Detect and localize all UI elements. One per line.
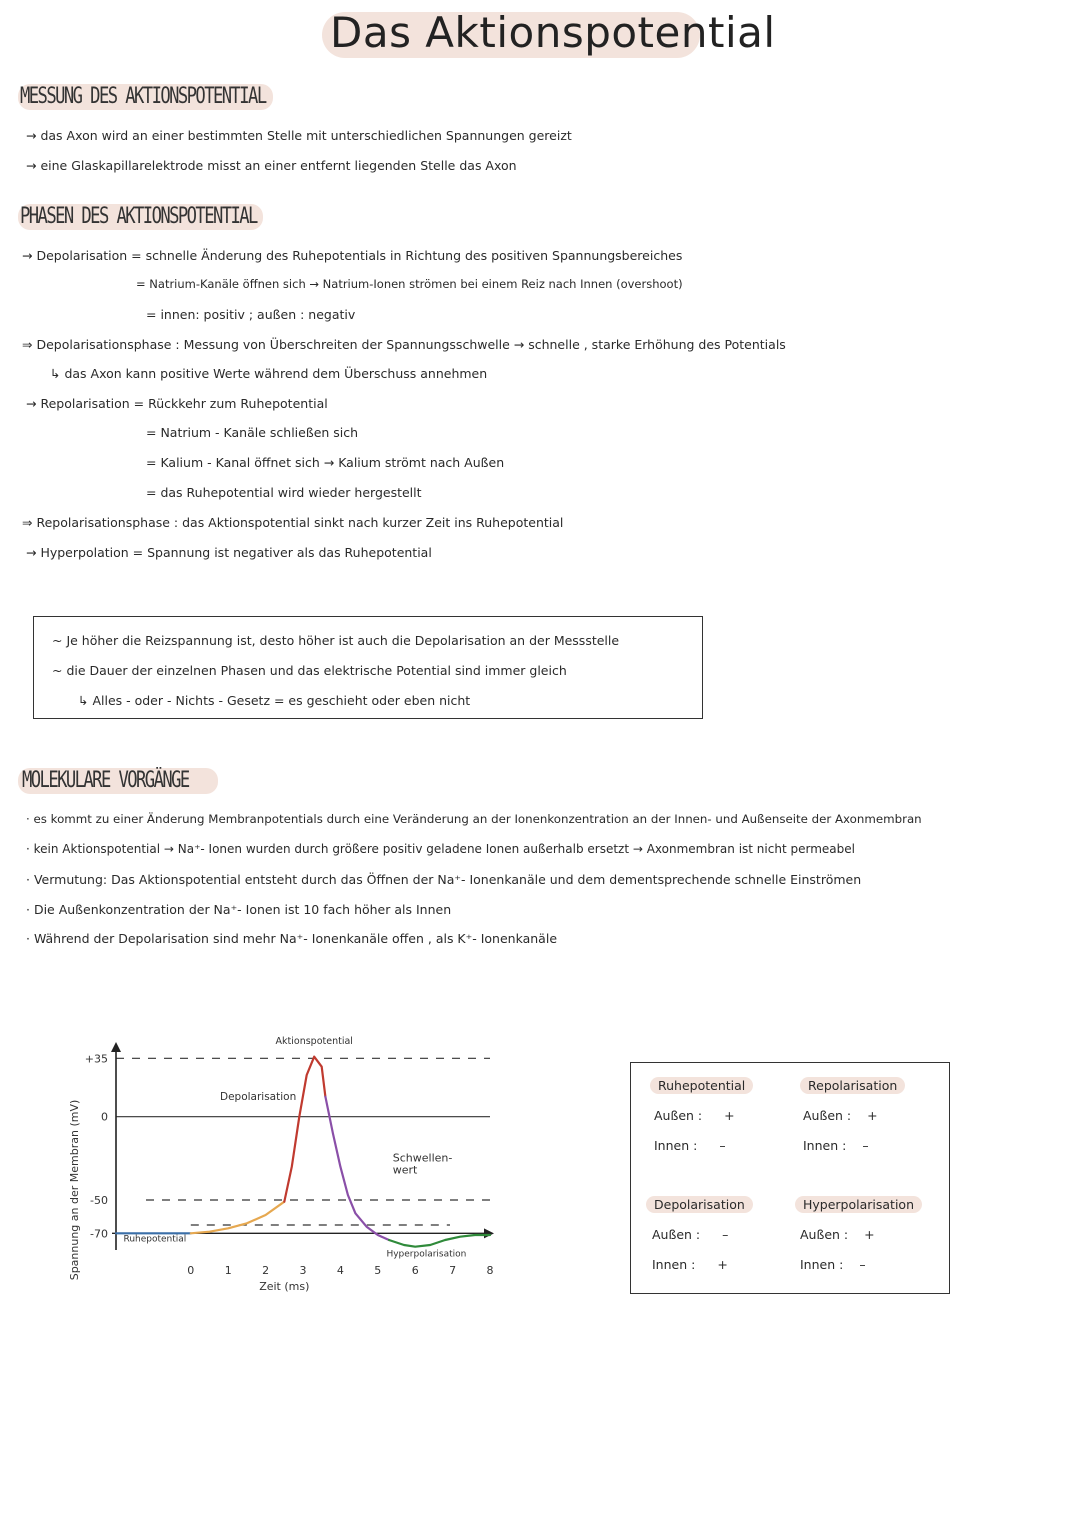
chart-grid	[116, 1058, 490, 1225]
page-title: Das Aktionspotential	[330, 8, 776, 57]
y-tick-label: 0	[101, 1110, 108, 1124]
molekular-line-1: · es kommt zu einer Änderung Membranpotentials durch eine Veränderung an der Ionenkonzentration an der Innen- und Außenseite der Axonmembran	[26, 812, 922, 826]
x-tick-label: 3	[299, 1264, 307, 1277]
table-row-label: Innen :	[652, 1257, 696, 1272]
chart-axes	[111, 1042, 494, 1250]
phasen-line-10: ⇒ Repolarisationsphase : das Aktionspotential sinkt nach kurzer Zeit ins Ruhepotential	[22, 515, 564, 530]
table-cell-1-row-1	[654, 1108, 735, 1123]
table-cell-title: Depolarisation	[646, 1196, 753, 1213]
table-cell-4-row-1	[800, 1227, 875, 1242]
box-line-1: ~ Je höher die Reizspannung ist, desto höher ist auch die Depolarisation an der Messstelle	[52, 633, 620, 648]
box-line-2: ~ die Dauer der einzelnen Phasen und das elektrische Potential sind immer gleich	[52, 663, 567, 678]
table-cell-title: Ruhepotential	[650, 1077, 753, 1094]
table-row-value: –	[719, 1138, 726, 1153]
table-cell-1-row-2	[654, 1138, 726, 1153]
x-tick-label: 1	[224, 1264, 232, 1277]
chart-annotation: Aktionspotential	[275, 1036, 353, 1047]
phasen-line-4: ⇒ Depolarisationsphase : Messung von Überschreiten der Spannungsschwelle → schnelle , starke Erhöhung des Potentials	[22, 337, 786, 352]
y-tick-label: -50	[90, 1194, 108, 1207]
table-row-label: Innen :	[800, 1257, 844, 1272]
x-tick-label: 0	[187, 1264, 195, 1277]
series-line-4	[325, 1097, 389, 1240]
table-cell-3-row-1	[652, 1227, 728, 1242]
table-cell-2-row-2	[803, 1138, 869, 1153]
phasen-line-3: = innen: positiv ; außen : negativ	[146, 307, 356, 322]
molekular-line-4: · Die Außenkonzentration der Na⁺- Ionen ist 10 fach höher als Innen	[26, 902, 452, 917]
chart-labels	[68, 1036, 494, 1293]
heading-phasen: PHASEN DES AKTIONSPOTENTIAL	[20, 204, 257, 229]
x-tick-label: 5	[374, 1264, 382, 1277]
chart-annotation: Schwellen-	[392, 1151, 453, 1165]
table-cell-title: Repolarisation	[800, 1077, 905, 1094]
phasen-line-7: = Natrium - Kanäle schließen sich	[146, 425, 359, 440]
table-row-label: Außen :	[652, 1227, 701, 1242]
table-cell-4-row-2	[800, 1257, 866, 1272]
series-line-2	[191, 1202, 284, 1234]
table-cell-2-row-1	[803, 1108, 878, 1123]
heading-messung: MESSUNG DES AKTIONSPOTENTIAL	[20, 84, 266, 109]
series-line-3	[284, 1057, 325, 1202]
table-row-label: Innen :	[803, 1138, 847, 1153]
table-row-value: +	[717, 1257, 728, 1272]
table-cell-2	[800, 1078, 905, 1093]
phasen-line-6: → Repolarisation = Rückkehr zum Ruhepotential	[26, 396, 328, 411]
chart-annotation: wert	[392, 1163, 418, 1177]
table-row-value: +	[864, 1227, 875, 1242]
table-row-label: Außen :	[800, 1227, 849, 1242]
x-axis-label: Zeit (ms)	[259, 1280, 310, 1293]
molekular-line-5: · Während der Depolarisation sind mehr Na⁺- Ionenkanäle offen , als K⁺- Ionenkanäle	[26, 931, 558, 946]
phasen-line-8: = Kalium - Kanal öffnet sich → Kalium strömt nach Außen	[146, 455, 505, 470]
phasen-line-5: ↳ das Axon kann positive Werte während dem Überschuss annehmen	[50, 366, 488, 381]
table-row-label: Außen :	[803, 1108, 852, 1123]
molekular-line-3: · Vermutung: Das Aktionspotential entsteht durch das Öffnen der Na⁺- Ionenkanäle und dem dementsprechende schnelle Einströmen	[26, 872, 862, 887]
action-potential-chart	[60, 1030, 520, 1310]
phasen-line-11: → Hyperpolation = Spannung ist negativer als das Ruhepotential	[26, 545, 432, 560]
table-cell-4	[795, 1197, 922, 1212]
molekular-line-2: · kein Aktionspotential → Na⁺- Ionen wurden durch größere positiv geladene Ionen außerhalb ersetzt → Axonmembran ist nicht permeabel	[26, 842, 855, 856]
table-row-value: +	[724, 1108, 735, 1123]
phasen-line-1: → Depolarisation = schnelle Änderung des Ruhepotentials in Richtung des positiven Spannungsbereiches	[22, 248, 683, 263]
x-tick-label: 8	[486, 1264, 494, 1277]
chart-annotation: Depolarisation	[219, 1091, 297, 1103]
y-axis-arrow	[111, 1042, 121, 1052]
chart-annotation: Ruhepotential	[123, 1234, 187, 1245]
table-row-value: –	[859, 1257, 866, 1272]
table-cell-3-row-2	[652, 1257, 728, 1272]
x-tick-label: 4	[336, 1264, 344, 1277]
table-cell-1	[650, 1078, 753, 1093]
table-cell-3	[646, 1197, 753, 1212]
x-axis-arrow	[484, 1228, 494, 1238]
chart-annotation: Hyperpolarisation	[386, 1249, 467, 1260]
box-line-3: ↳ Alles - oder - Nichts - Gesetz = es geschieht oder eben nicht	[78, 693, 471, 708]
x-tick-label: 6	[411, 1264, 419, 1277]
table-row-value: –	[862, 1138, 869, 1153]
phasen-line-2: = Natrium-Kanäle öffnen sich → Natrium-Ionen strömen bei einem Reiz nach Innen (overshoot)	[136, 277, 683, 291]
y-axis-label: Spannung an der Membran (mV)	[68, 1099, 81, 1281]
phasen-line-9: = das Ruhepotential wird wieder hergestellt	[146, 485, 422, 500]
table-row-label: Außen :	[654, 1108, 703, 1123]
table-row-label: Innen :	[654, 1138, 698, 1153]
series-line-5	[389, 1235, 490, 1247]
y-tick-label: -70	[90, 1227, 108, 1241]
table-row-value: –	[722, 1227, 729, 1242]
table-row-value: +	[867, 1108, 878, 1123]
heading-molekular: MOLEKULARE VORGÄNGE	[22, 768, 189, 793]
x-tick-label: 2	[262, 1264, 270, 1277]
messung-line-2: → eine Glaskapillarelektrode misst an einer entfernt liegenden Stelle das Axon	[26, 158, 517, 173]
messung-line-1: → das Axon wird an einer bestimmten Stelle mit unterschiedlichen Spannungen gereizt	[26, 128, 572, 143]
table-cell-title: Hyperpolarisation	[795, 1196, 922, 1213]
y-tick-label: +35	[84, 1052, 108, 1066]
x-tick-label: 7	[449, 1264, 457, 1277]
